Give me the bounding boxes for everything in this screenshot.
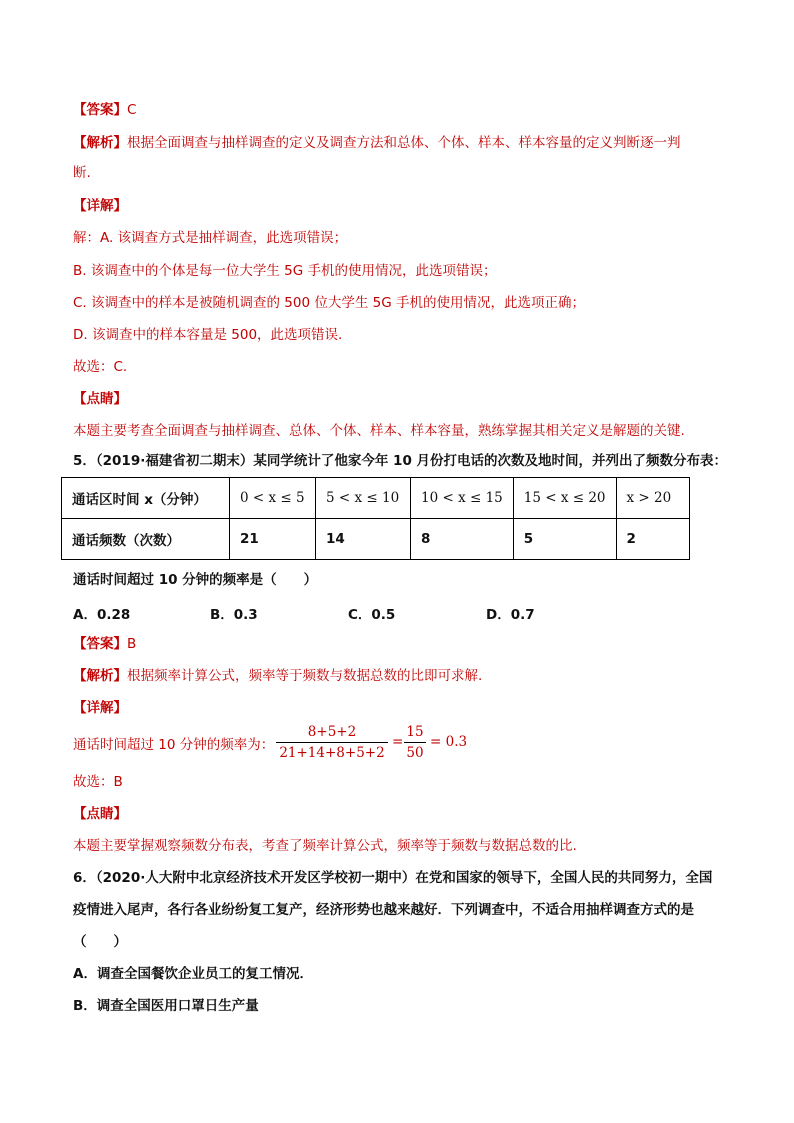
- table-header-count: 通话频数（次数）: [62, 519, 230, 560]
- table-row: [62, 519, 690, 560]
- q5-answer-line: [73, 635, 136, 653]
- table-cell-count: 14: [316, 519, 411, 560]
- table-cell-count: 5: [513, 519, 616, 560]
- q5-detail-tag: 【详解】: [73, 700, 127, 716]
- table-cell-interval: x > 20: [616, 478, 689, 519]
- q4-comment-text: 本题主要考查全面调查与抽样调查、总体、个体、样本、样本容量，熟练掌握其相关定义是解题的关键.: [73, 423, 685, 439]
- q5-answer-tag: 【答案】: [73, 636, 127, 652]
- q4-answer-value: C: [127, 102, 137, 118]
- q4-answer-line: [73, 101, 136, 119]
- q4-detail-line-1: 解：A. 该调查方式是抽样调查，此选项错误；: [73, 230, 348, 246]
- q4-detail-tag: 【详解】: [73, 198, 127, 214]
- q6-stem-line-2: 疫情进入尾声，各行各业纷纷复工复产，经济形势也越来越好．下列调查中，不适合用抽样调查方式的是: [73, 902, 694, 918]
- q6-option-a: A．调查全国餐饮企业员工的复工情况．: [73, 966, 313, 982]
- q6-stem-line-1: 6．（2020·人大附中北京经济技术开发区学校初一期中）在党和国家的领导下，全国人民的共同努力，全国: [73, 870, 713, 886]
- table-row: [62, 478, 690, 519]
- q5-question: 通话时间超过 10 分钟的频率是（ ）: [73, 572, 318, 588]
- q4-analysis-tag: 【解析】: [73, 135, 127, 151]
- q4-analysis-line-2: 断.: [73, 165, 91, 181]
- table-cell-count: 8: [411, 519, 514, 560]
- q5-option-a: A．0.28: [73, 607, 131, 623]
- table-header-interval: 通话区时间 x（分钟）: [62, 478, 230, 519]
- q4-analysis-line-1: [73, 134, 681, 152]
- fraction-sum-denominator: 21+14+8+5+2: [276, 742, 388, 761]
- q6-option-b: B．调查全国医用口罩日生产量: [73, 998, 259, 1014]
- q4-detail-line-3: C. 该调查中的样本是被随机调查的 500 位大学生 5G 手机的使用情况，此选项正确；: [73, 295, 585, 311]
- table-cell-interval: 0 < x ≤ 5: [230, 478, 316, 519]
- q5-analysis-line: [73, 667, 482, 685]
- q5-option-d: D．0.7: [486, 607, 535, 623]
- fraction-sum-numerator: 8+5+2: [307, 724, 357, 740]
- q5-detail-prefix: 通话时间超过 10 分钟的频率为：: [73, 737, 275, 753]
- q5-comment-tag: 【点睛】: [73, 806, 127, 822]
- fraction-result-numerator: 15: [406, 724, 424, 740]
- q4-choose: 故选：C.: [73, 359, 128, 375]
- q5-stem: 5．（2019·福建省初二期末）某同学统计了他家今年 10 月份打电话的次数及地时间，并列出了频数分布表：: [73, 453, 728, 469]
- result-value: = 0.3: [430, 734, 468, 750]
- frequency-table: [61, 477, 690, 560]
- fraction-result: [404, 724, 426, 761]
- table-cell-interval: 15 < x ≤ 20: [513, 478, 616, 519]
- table-cell-interval: 10 < x ≤ 15: [411, 478, 514, 519]
- q5-analysis-text: 根据频率计算公式，频率等于频数与数据总数的比即可求解.: [127, 668, 483, 684]
- q5-analysis-tag: 【解析】: [73, 668, 127, 684]
- q5-answer-value: B: [127, 636, 137, 652]
- table-cell-interval: 5 < x ≤ 10: [316, 478, 411, 519]
- q4-answer-tag: 【答案】: [73, 102, 127, 118]
- equals-sign: =: [392, 734, 404, 750]
- q5-option-b: B．0.3: [210, 607, 258, 623]
- q5-choose: 故选：B: [73, 774, 123, 790]
- fraction-result-denominator: 50: [404, 742, 426, 761]
- q5-comment-text: 本题主要掌握观察频数分布表，考查了频率计算公式，频率等于频数与数据总数的比.: [73, 838, 577, 854]
- q5-option-c: C．0.5: [348, 607, 396, 623]
- q4-analysis-text-1: 根据全面调查与抽样调查的定义及调查方法和总体、个体、样本、样本容量的定义判断逐一判: [127, 135, 681, 151]
- q6-stem-line-3: （ ）: [73, 934, 127, 950]
- table-cell-count: 21: [230, 519, 316, 560]
- fraction-sum: [276, 724, 388, 761]
- table-cell-count: 2: [616, 519, 689, 560]
- q4-comment-tag: 【点睛】: [73, 391, 127, 407]
- q4-detail-line-2: B. 该调查中的个体是每一位大学生 5G 手机的使用情况，此选项错误；: [73, 263, 497, 279]
- q4-detail-line-4: D. 该调查中的样本容量是 500，此选项错误.: [73, 327, 343, 343]
